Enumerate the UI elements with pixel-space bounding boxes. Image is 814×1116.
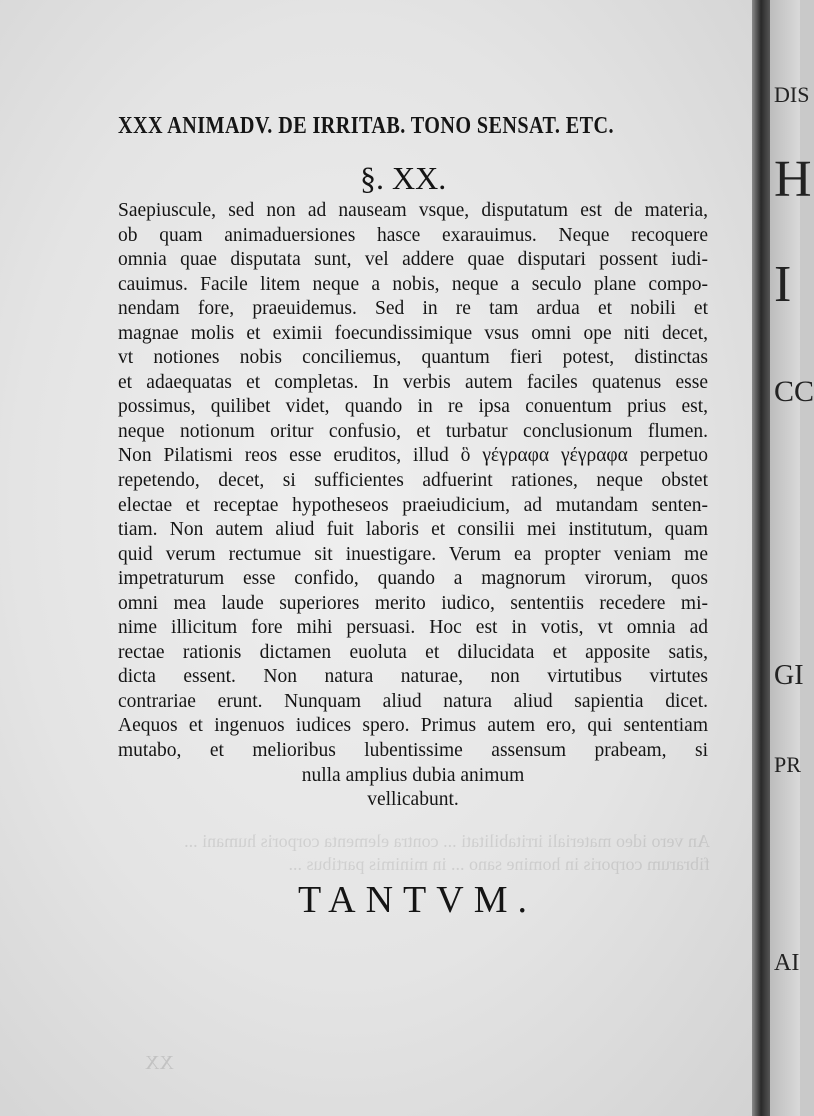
- show-through-mark: XX: [145, 1052, 174, 1074]
- text-line: magnae molis et eximii foecundissimique vsus omni ope niti decet,: [118, 322, 708, 344]
- show-through-text: An vero ideo materiali irritabilitati ... contra elementa corporis humani ... fibrarum corporis in homine sano ... in minimis partibus ...: [184, 831, 710, 874]
- text-line: possimus, quilibet videt, quando in re ipsa conuentum prius est,: [118, 396, 708, 418]
- facing-fragment: PR: [774, 752, 801, 777]
- facing-fragment: DIS: [774, 82, 810, 107]
- text-line: omnia quae disputata sunt, vel addere quae disputari possent iudi-: [118, 249, 708, 271]
- facing-fragment: GI: [774, 660, 804, 691]
- text-line: Non Pilatismi reos esse eruditos, illud ὃ γέγραφα γέγραφα perpetuo: [118, 445, 708, 467]
- facing-fragment: AI: [774, 950, 800, 976]
- text-line: cauimus. Facile litem neque a nobis, neque a seculo plane compo-: [118, 273, 708, 295]
- text-line: nendam fore, praeuidemus. Sed in re tam ardua et nobili et: [118, 298, 708, 320]
- text-line: Aequos et ingenuos iudices spero. Primus autem ero, qui sententiam: [118, 715, 708, 737]
- text-line: ob quam animaduersiones hasce exarauimus. Neque recoquere: [118, 224, 708, 246]
- text-line: tiam. Non autem aliud fuit laboris et consilii mei institutum, quam: [118, 519, 708, 541]
- body-text: [118, 199, 708, 813]
- text-line: omni mea laude superiores merito iudico, sententiis recedere mi-: [118, 592, 708, 614]
- running-head: XXX ANIMADV. DE IRRITAB. TONO SENSAT. ETC.: [118, 113, 614, 139]
- text-line: contrariae erunt. Nunquam aliud natura aliud sapientia dicet.: [118, 690, 708, 712]
- text-line: neque notionum oritur confusio, et turbatur conclusionum flumen.: [118, 420, 708, 442]
- text-line: quid verum rectumue sit inuestigare. Verum ea propter veniam me: [118, 543, 708, 565]
- text-line: mutabo, et melioribus lubentissime assensum prabeam, si: [118, 740, 708, 762]
- text-line: Saepiuscule, sed non ad nauseam vsque, disputatum est de materia,: [118, 200, 708, 221]
- text-line: electae et receptae hypotheseos praeiudicium, ad mutandam senten-: [118, 494, 708, 516]
- closing-line: vellicabunt.: [367, 789, 459, 811]
- text-line: repetendo, decet, si sufficientes adfuerint rationes, neque obstet: [118, 470, 708, 492]
- text-line: impetraturum esse confido, quando a magnorum virorum, quos: [118, 568, 708, 590]
- text-line: vt notiones nobis conciliemus, quantum fieri potest, distinctas: [118, 347, 708, 369]
- text-line: dicta essent. Non natura naturae, non virtutibus virtutes: [118, 666, 708, 688]
- facing-page-edge: [770, 0, 814, 1116]
- facing-fragment: I: [774, 256, 792, 313]
- text-line: rectae rationis dictamen euoluta et dilucidata et apposite satis,: [118, 641, 708, 663]
- text-line: nime illicitum fore mihi persuasi. Hoc est in votis, vt omnia ad: [118, 617, 708, 639]
- closing-line: nulla amplius dubia animum: [301, 764, 525, 786]
- facing-fragment: H: [774, 151, 812, 208]
- text-line: et adaequatas et completas. In verbis autem faciles quatenus esse: [118, 371, 708, 393]
- section-number: §. XX.: [360, 160, 447, 196]
- facing-fragment: CC: [774, 375, 814, 408]
- book-gutter: [752, 0, 770, 1116]
- finis-word: TANTVM.: [298, 879, 537, 921]
